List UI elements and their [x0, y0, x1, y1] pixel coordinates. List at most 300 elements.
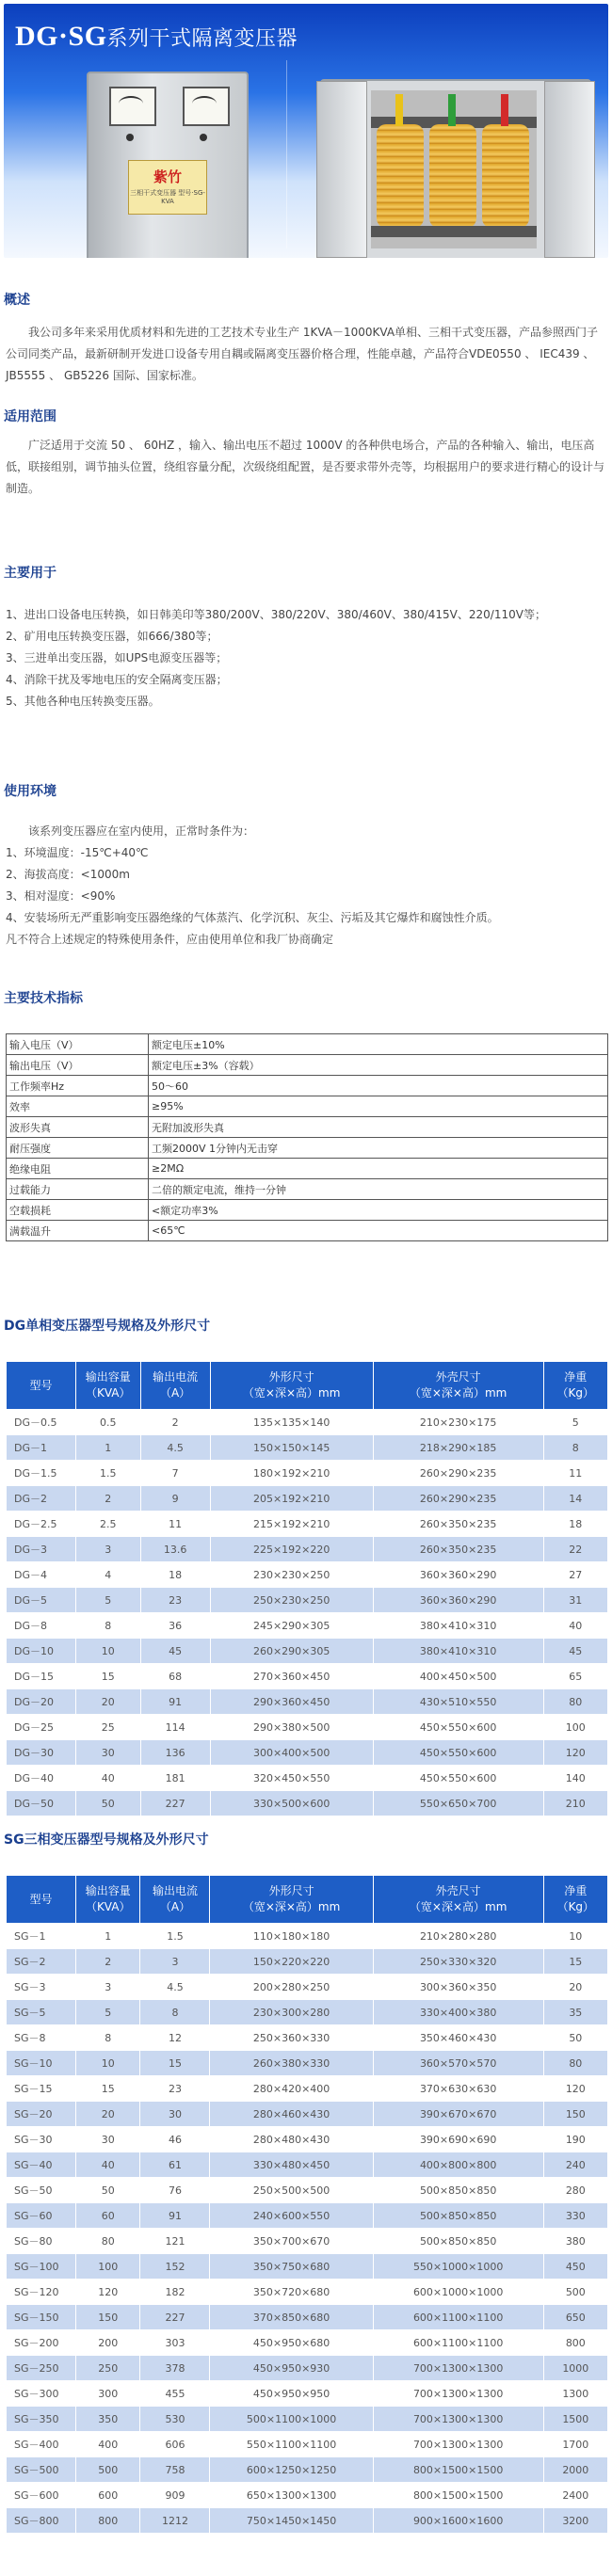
table-cell: 500×850×850	[373, 2203, 543, 2229]
table-cell: 120	[543, 2076, 607, 2102]
column-header-title: 外壳尺寸	[435, 1370, 481, 1384]
environment-list	[6, 821, 608, 951]
ammeter-icon	[183, 87, 230, 126]
table-cell: 330×480×450	[210, 2152, 373, 2178]
table-cell: 390×690×690	[373, 2127, 543, 2152]
table-cell: 360×360×290	[373, 1562, 543, 1588]
table-cell: 110×180×180	[210, 1924, 373, 1949]
table-cell: 350×700×670	[210, 2229, 373, 2254]
coil-icon	[482, 124, 529, 228]
column-header-title: 外壳尺寸	[435, 1884, 481, 1897]
overview-body	[6, 322, 604, 387]
cabinet-door-left	[316, 81, 367, 258]
uses-heading: 主要用于	[4, 566, 56, 581]
table-cell: 36	[140, 1613, 210, 1639]
spec-label: 工作频率Hz	[7, 1076, 149, 1096]
table-cell: 120	[75, 2280, 140, 2305]
table-cell: DG－0.5	[7, 1410, 76, 1435]
table-cell: 15	[140, 2051, 210, 2076]
table-cell: DG－20	[7, 1689, 76, 1715]
table-row	[7, 1740, 608, 1766]
table-cell: 2400	[543, 2483, 607, 2508]
table-cell: 114	[140, 1715, 210, 1740]
table-cell: 606	[140, 2432, 210, 2457]
table-cell: 30	[75, 2127, 140, 2152]
column-header-title: 型号	[29, 1378, 53, 1392]
overview-section	[4, 290, 608, 309]
table-cell: 380×410×310	[373, 1613, 543, 1639]
table-cell: 91	[140, 2203, 210, 2229]
table-cell: 300×360×350	[373, 1975, 543, 2000]
table-cell: 240	[543, 2152, 607, 2178]
spec-label: 输出电压（V）	[7, 1055, 149, 1076]
table-cell: 320×450×550	[210, 1766, 373, 1791]
table-cell: 450×550×600	[373, 1715, 543, 1740]
column-header-title: 净重	[564, 1370, 588, 1384]
table-cell: 200	[75, 2330, 140, 2356]
table-cell: SG－400	[7, 2432, 76, 2457]
table-cell: 350×460×430	[373, 2025, 543, 2051]
table-cell: 20	[75, 2102, 140, 2127]
table-row	[7, 2407, 608, 2432]
table-cell: 152	[140, 2254, 210, 2280]
table-cell: DG－1.5	[7, 1461, 76, 1486]
cabinet-door-right	[544, 81, 595, 258]
table-cell: 800	[75, 2508, 140, 2534]
spec-label: 波形失真	[7, 1117, 149, 1138]
open-transformer-image	[320, 79, 591, 258]
table-cell: 30	[140, 2102, 210, 2127]
table-cell: 600×1000×1000	[373, 2280, 543, 2305]
table-row	[7, 2483, 608, 2508]
table-cell: 3	[75, 1975, 140, 2000]
table-cell: 360×570×570	[373, 2051, 543, 2076]
table-cell: 150×220×220	[210, 1949, 373, 1975]
table-cell: 40	[75, 1766, 140, 1791]
brand-subtitle: 三相干式变压器 型号·SG-KVA	[130, 189, 205, 205]
table-cell: DG－15	[7, 1664, 76, 1689]
column-header-unit: （宽×深×高）mm	[242, 1900, 341, 1913]
table-cell: 7	[140, 1461, 210, 1486]
table-cell: 250	[75, 2356, 140, 2381]
table-cell: 600×1250×1250	[210, 2457, 373, 2483]
table-row	[7, 2356, 608, 2381]
table-cell: 121	[140, 2229, 210, 2254]
column-header-title: 输出电流	[152, 1884, 198, 1897]
table-cell: 210	[543, 1791, 607, 1816]
table-cell: 136	[140, 1740, 210, 1766]
table-cell: DG－50	[7, 1791, 76, 1816]
table-row	[7, 1221, 608, 1241]
table-cell: SG－500	[7, 2457, 76, 2483]
table-cell: 650×1300×1300	[210, 2483, 373, 2508]
column-header	[210, 1876, 373, 1924]
table-cell: DG－5	[7, 1588, 76, 1613]
dg-section	[4, 1316, 608, 1335]
banner-divider	[286, 60, 287, 248]
table-cell: 550×1000×1000	[373, 2254, 543, 2280]
environment-footer: 凡不符合上述规定的特殊使用条件，应由使用单位和我厂协商确定	[6, 933, 334, 946]
table-cell: 378	[140, 2356, 210, 2381]
spec-label: 效率	[7, 1096, 149, 1117]
table-cell: SG－10	[7, 2051, 76, 2076]
table-cell: 181	[140, 1766, 210, 1791]
table-row	[7, 1639, 608, 1664]
specs-section	[4, 988, 608, 1007]
table-cell: SG－350	[7, 2407, 76, 2432]
column-header	[75, 1876, 140, 1924]
spec-label: 输入电压（V）	[7, 1034, 149, 1055]
table-cell: 450×550×600	[373, 1740, 543, 1766]
table-cell: 530	[140, 2407, 210, 2432]
table-cell: 15	[543, 1949, 607, 1975]
table-cell: 150	[543, 2102, 607, 2127]
table-cell: 11	[140, 1512, 210, 1537]
table-cell: 45	[140, 1639, 210, 1664]
table-row	[7, 2280, 608, 2305]
table-cell: 91	[140, 1689, 210, 1715]
table-row	[7, 1096, 608, 1117]
column-header	[140, 1362, 210, 1410]
column-header-unit: （宽×深×高）mm	[242, 1386, 341, 1400]
table-cell: 4.5	[140, 1435, 210, 1461]
column-header-unit: （KVA）	[85, 1386, 131, 1400]
table-cell: 10	[543, 1924, 607, 1949]
table-cell: 370×630×630	[373, 2076, 543, 2102]
table-cell: 800×1500×1500	[373, 2457, 543, 2483]
table-cell: SG－800	[7, 2508, 76, 2534]
table-cell: 3	[140, 1949, 210, 1975]
list-item: 1、进出口设备电压转换，如日韩美印等380/200V、380/220V、380/460V、380/415V、220/110V等；	[6, 608, 546, 621]
table-cell: DG－3	[7, 1537, 76, 1562]
table-cell: 80	[543, 2051, 607, 2076]
table-cell: 330	[543, 2203, 607, 2229]
table-cell: SG－30	[7, 2127, 76, 2152]
spec-label: 满载温升	[7, 1221, 149, 1241]
table-cell: 250×360×330	[210, 2025, 373, 2051]
column-header-title: 型号	[29, 1892, 53, 1906]
transformer-coils	[371, 90, 537, 248]
table-cell: 18	[543, 1512, 607, 1537]
table-cell: 31	[543, 1588, 607, 1613]
table-cell: 11	[543, 1461, 607, 1486]
column-header-unit: （宽×深×高）mm	[409, 1386, 507, 1400]
table-cell: 1	[75, 1924, 140, 1949]
list-item: 3、三进单出变压器，如UPS电源变压器等；	[6, 651, 228, 664]
table-cell: 500×850×850	[373, 2178, 543, 2203]
table-cell: DG－10	[7, 1639, 76, 1664]
scope-heading: 适用范围	[4, 409, 56, 424]
table-cell: 1	[75, 1435, 140, 1461]
table-cell: SG－200	[7, 2330, 76, 2356]
table-cell: 350	[75, 2407, 140, 2432]
table-cell: 270×360×450	[210, 1664, 373, 1689]
table-cell: 909	[140, 2483, 210, 2508]
table-cell: 450×950×680	[210, 2330, 373, 2356]
table-cell: 25	[75, 1715, 140, 1740]
table-cell: SG－2	[7, 1949, 76, 1975]
spec-label: 过载能力	[7, 1179, 149, 1200]
table-cell: 250×230×250	[210, 1588, 373, 1613]
table-cell: SG－3	[7, 1975, 76, 2000]
table-cell: 1300	[543, 2381, 607, 2407]
column-header-unit: （Kg）	[556, 1900, 595, 1913]
wire-red	[501, 94, 508, 126]
sg-section	[4, 1830, 608, 1848]
table-row	[7, 1410, 608, 1435]
table-cell: 45	[543, 1639, 607, 1664]
column-header-title: 外形尺寸	[268, 1370, 314, 1384]
table-cell: SG－250	[7, 2356, 76, 2381]
table-cell: DG－4	[7, 1562, 76, 1588]
table-cell: 2	[75, 1949, 140, 1975]
table-cell: 68	[140, 1664, 210, 1689]
table-cell: 190	[543, 2127, 607, 2152]
table-cell: 390×670×670	[373, 2102, 543, 2127]
table-row	[7, 2076, 608, 2102]
scope-text: 广泛适用于交流 50 、 60HZ ，输入、输出电压不超过 1000V 的各种供电场合，产品的各种输入、输出，电压高低，联接组别，调节抽头位置，绕组容量分配，次级绕组配置，是否要求带外壳等，均根据用户的要求进行精心的设计与制造。	[6, 439, 605, 495]
table-cell: 260×380×330	[210, 2051, 373, 2076]
table-cell: 30	[75, 1740, 140, 1766]
product-banner	[4, 4, 608, 258]
table-cell: 350×750×680	[210, 2254, 373, 2280]
table-cell: 700×1300×1300	[373, 2381, 543, 2407]
table-cell: 230×300×280	[210, 2000, 373, 2025]
table-row	[7, 1766, 608, 1791]
table-row	[7, 2457, 608, 2483]
spec-value: 无附加波形失真	[149, 1117, 608, 1138]
table-cell: 10	[75, 1639, 140, 1664]
table-cell: 8	[75, 2025, 140, 2051]
table-cell: 8	[75, 1613, 140, 1639]
table-row	[7, 2254, 608, 2280]
table-cell: 50	[75, 2178, 140, 2203]
table-cell: 210×230×175	[373, 1410, 543, 1435]
sg-table	[6, 1875, 608, 2534]
table-cell: 0.5	[75, 1410, 140, 1435]
table-cell: 758	[140, 2457, 210, 2483]
table-cell: 10	[75, 2051, 140, 2076]
table-row	[7, 1664, 608, 1689]
table-cell: SG－20	[7, 2102, 76, 2127]
table-cell: 450×950×950	[210, 2381, 373, 2407]
scope-body	[6, 435, 604, 500]
table-cell: 23	[140, 2076, 210, 2102]
list-item: 4、消除干扰及零地电压的安全隔离变压器；	[6, 673, 228, 686]
table-cell: DG－2	[7, 1486, 76, 1512]
column-header	[75, 1362, 140, 1410]
spec-label: 耐压强度	[7, 1138, 149, 1159]
closed-transformer-image	[87, 72, 249, 258]
table-cell: 12	[140, 2025, 210, 2051]
table-cell: 100	[543, 1715, 607, 1740]
table-cell: 5	[543, 1410, 607, 1435]
table-cell: 250×330×320	[373, 1949, 543, 1975]
table-cell: 13.6	[140, 1537, 210, 1562]
table-cell: 300×400×500	[210, 1740, 373, 1766]
table-cell: SG－60	[7, 2203, 76, 2229]
overview-heading: 概述	[4, 293, 30, 308]
table-cell: 1.5	[75, 1461, 140, 1486]
table-cell: 550×1100×1100	[210, 2432, 373, 2457]
table-cell: 150×150×145	[210, 1435, 373, 1461]
table-cell: 3200	[543, 2508, 607, 2534]
table-cell: 2	[140, 1410, 210, 1435]
table-row	[7, 2330, 608, 2356]
table-cell: 700×1300×1300	[373, 2432, 543, 2457]
column-header-unit: （Kg）	[556, 1386, 595, 1400]
table-row	[7, 1588, 608, 1613]
table-cell: 5	[75, 1588, 140, 1613]
table-cell: 60	[75, 2203, 140, 2229]
table-row	[7, 1055, 608, 1076]
table-cell: SG－80	[7, 2229, 76, 2254]
specs-heading: 主要技术指标	[4, 991, 83, 1006]
table-cell: 280×480×430	[210, 2127, 373, 2152]
table-cell: 230×230×250	[210, 1562, 373, 1588]
table-cell: 300	[75, 2381, 140, 2407]
table-cell: 2	[75, 1486, 140, 1512]
spec-value: ≥2MΩ	[149, 1159, 608, 1179]
table-cell: 50	[543, 2025, 607, 2051]
table-cell: 20	[543, 1975, 607, 2000]
table-cell: 380	[543, 2229, 607, 2254]
table-cell: 303	[140, 2330, 210, 2356]
table-cell: 245×290×305	[210, 1613, 373, 1639]
table-cell: 260×350×235	[373, 1537, 543, 1562]
table-cell: 450×550×600	[373, 1766, 543, 1791]
table-cell: 1212	[140, 2508, 210, 2534]
table-cell: 27	[543, 1562, 607, 1588]
table-cell: 218×290×185	[373, 1435, 543, 1461]
table-row	[7, 1200, 608, 1221]
column-header-unit: （A）	[159, 1386, 191, 1400]
switch-knob-icon	[200, 134, 207, 141]
table-cell: DG－1	[7, 1435, 76, 1461]
table-cell: 40	[75, 2152, 140, 2178]
table-cell: 450×950×930	[210, 2356, 373, 2381]
table-cell: 500×1100×1000	[210, 2407, 373, 2432]
column-header-title: 外形尺寸	[268, 1884, 314, 1897]
environment-section	[4, 781, 608, 800]
table-row	[7, 1613, 608, 1639]
table-cell: 260×290×235	[373, 1461, 543, 1486]
table-cell: 8	[543, 1435, 607, 1461]
dg-table	[6, 1361, 608, 1816]
table-cell: 370×850×680	[210, 2305, 373, 2330]
table-row	[7, 2305, 608, 2330]
wire-yellow	[395, 94, 403, 126]
scope-section	[4, 407, 608, 425]
table-cell: DG－40	[7, 1766, 76, 1791]
table-cell: DG－8	[7, 1613, 76, 1639]
table-row	[7, 2051, 608, 2076]
table-cell: 400×800×800	[373, 2152, 543, 2178]
table-cell: 9	[140, 1486, 210, 1512]
table-cell: 4.5	[140, 1975, 210, 2000]
table-cell: SG－1	[7, 1924, 76, 1949]
table-row	[7, 2102, 608, 2127]
table-cell: DG－2.5	[7, 1512, 76, 1537]
table-row	[7, 1159, 608, 1179]
table-cell: 430×510×550	[373, 1689, 543, 1715]
table-cell: 227	[140, 1791, 210, 1816]
table-cell: 280×420×400	[210, 2076, 373, 2102]
uses-section	[4, 563, 608, 582]
table-cell: 380×410×310	[373, 1639, 543, 1664]
column-header	[373, 1876, 543, 1924]
spec-value: <65℃	[149, 1221, 608, 1241]
table-cell: 500	[75, 2457, 140, 2483]
column-header	[373, 1362, 543, 1410]
table-cell: 76	[140, 2178, 210, 2203]
table-cell: 182	[140, 2280, 210, 2305]
column-header	[543, 1362, 607, 1410]
table-cell: 80	[543, 1689, 607, 1715]
table-cell: 15	[75, 2076, 140, 2102]
table-row	[7, 2025, 608, 2051]
column-header-title: 输出容量	[85, 1884, 131, 1897]
table-cell: SG－8	[7, 2025, 76, 2051]
column-header	[7, 1362, 76, 1410]
spec-value: <额定功率3%	[149, 1200, 608, 1221]
table-cell: 330×400×380	[373, 2000, 543, 2025]
table-cell: 100	[75, 2254, 140, 2280]
table-cell: 80	[75, 2229, 140, 2254]
table-cell: 280	[543, 2178, 607, 2203]
table-row	[7, 2152, 608, 2178]
column-header-title: 输出容量	[85, 1370, 131, 1384]
table-row	[7, 2432, 608, 2457]
table-cell: 46	[140, 2127, 210, 2152]
table-cell: 260×290×305	[210, 1639, 373, 1664]
specs-table	[6, 1033, 608, 1241]
wire-green	[448, 94, 456, 126]
table-cell: 500×850×850	[373, 2229, 543, 2254]
table-cell: SG－300	[7, 2381, 76, 2407]
table-row	[7, 1924, 608, 1949]
coil-icon	[429, 124, 476, 228]
list-item: 2、矿用电压转换变压器，如666/380等；	[6, 630, 218, 643]
column-header-unit: （A）	[159, 1900, 191, 1913]
table-cell: 210×280×280	[373, 1924, 543, 1949]
column-header-title: 净重	[564, 1884, 588, 1897]
table-cell: 35	[543, 2000, 607, 2025]
table-cell: 400×450×500	[373, 1664, 543, 1689]
list-item: 1、环境温度：-15℃+40℃	[6, 846, 149, 859]
table-cell: SG－150	[7, 2305, 76, 2330]
brand-name: 紫竹	[153, 168, 182, 185]
nameplate	[128, 160, 207, 215]
voltmeter-icon	[109, 87, 156, 126]
table-cell: 4	[75, 1562, 140, 1588]
table-cell: 280×460×430	[210, 2102, 373, 2127]
table-cell: 260×350×235	[373, 1512, 543, 1537]
table-row	[7, 1791, 608, 1816]
table-cell: 1000	[543, 2356, 607, 2381]
table-cell: 180×192×210	[210, 1461, 373, 1486]
table-cell: 227	[140, 2305, 210, 2330]
table-cell: 800	[543, 2330, 607, 2356]
spec-label: 空载损耗	[7, 1200, 149, 1221]
table-cell: SG－50	[7, 2178, 76, 2203]
table-row	[7, 2178, 608, 2203]
table-cell: 350×720×680	[210, 2280, 373, 2305]
table-cell: 2.5	[75, 1512, 140, 1537]
table-row	[7, 2381, 608, 2407]
spec-value: 二倍的额定电流，维持一分钟	[149, 1179, 608, 1200]
table-row	[7, 1689, 608, 1715]
